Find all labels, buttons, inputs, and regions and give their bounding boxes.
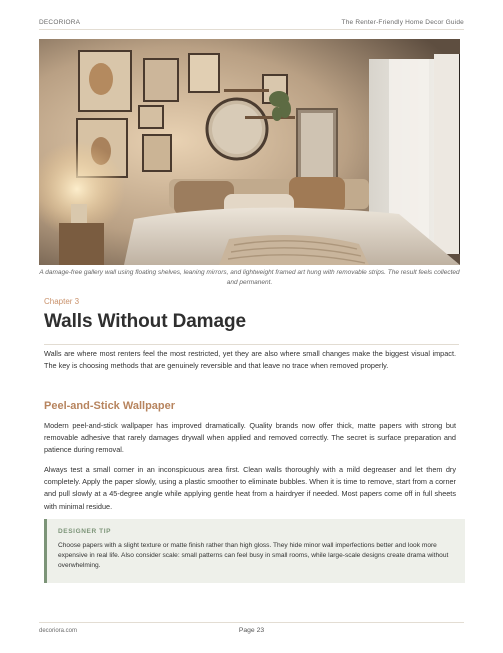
title-divider xyxy=(44,344,459,345)
designer-tip-callout xyxy=(44,519,465,583)
section-paragraph-1: Modern peel-and-stick wallpaper has improved dramatically. Quality brands now offer thick, matte papers with strong but removable adhesive that rarely damages drywall when applied and removed correctly. The secret is surface preparation and patience during removal. xyxy=(44,421,456,455)
footer-site: decoriora.com xyxy=(39,628,78,634)
tip-label: DESIGNER TIP xyxy=(58,528,112,535)
guide-title: The Renter-Friendly Home Decor Guide xyxy=(341,18,464,26)
section-heading: Peel-and-Stick Wallpaper xyxy=(44,400,176,412)
tip-text: Choose papers with a slight texture or matte finish rather than high gloss. They hide minor wall imperfections better and look more expensive in real life. Also consider scale: small patterns can feel busy in small rooms, while large-scale designs create drama without overwhelming. xyxy=(58,542,449,569)
header-divider xyxy=(39,29,464,30)
chapter-label: Chapter 3 xyxy=(44,297,80,306)
chapter-title: Walls Without Damage xyxy=(44,311,246,332)
section-paragraph-2: Always test a small corner in an inconspicuous area first. Clean walls thoroughly with a mild degreaser and let them dry completely. Apply the paper slowly, using a plastic smoother to eliminate bubbles. When it is time to remove, start from a corner and pull slowly at a 45-degree angle while applying gentle heat from a hairdryer if needed. Most papers come off in full sheets with minimal residue. xyxy=(44,465,456,511)
page-number: Page 23 xyxy=(238,627,265,634)
hero-caption: A damage-free gallery wall using floating shelves, leaning mirrors, and lightweight framed art hung with removable strips. The result feels collected and permanent. xyxy=(39,269,460,286)
brand-name: DECORIORA xyxy=(39,18,81,26)
footer-divider xyxy=(39,622,464,623)
page-header xyxy=(39,16,464,28)
hero-image xyxy=(39,39,460,265)
intro-paragraph: Walls are where most renters feel the most restricted, yet they are also where small changes make the biggest visual impact. The key is choosing methods that are genuinely reversible and that leave no trace when removed properly. xyxy=(44,349,456,371)
